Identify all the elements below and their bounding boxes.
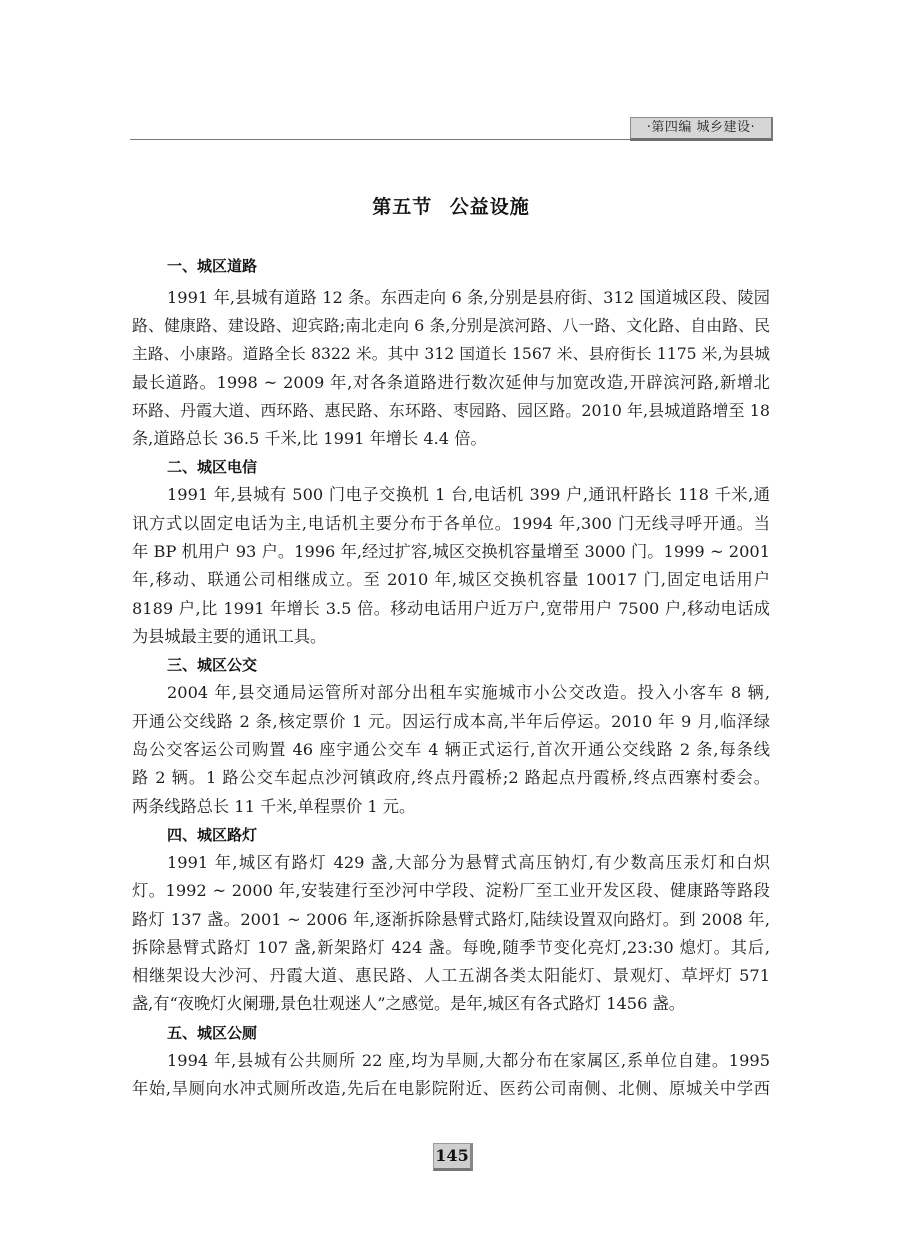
paragraph-line: 最长道路。1998 ~ 2009 年,对各条道路进行数次延伸与加宽改造,开辟滨河路,新增北 [132,373,770,392]
paragraph-line: 1991 年,县城有 500 门电子交换机 1 台,电话机 399 户,通讯杆路长 118 千米,通 [167,485,770,504]
paragraph-line: 路 2 辆。1 路公交车起点沙河镇政府,终点丹霞桥;2 路起点丹霞桥,终点西寨村委会。 [132,768,770,787]
section-heading: 一、城区道路 [167,257,258,275]
section-heading: 三、城区公交 [167,656,258,674]
section-heading: 五、城区公厕 [167,1024,258,1042]
paragraph-line: 拆除悬臂式路灯 107 盏,新架路灯 424 盏。每晚,随季节变化亮灯,23:30 熄灯。其后, [132,938,770,957]
paragraph-line: 相继架设大沙河、丹霞大道、惠民路、人工五湖各类太阳能灯、景观灯、草坪灯 571 [132,966,770,985]
paragraph-line: 环路、丹霞大道、西环路、惠民路、东环路、枣园路、园区路。2010 年,县城道路增至 18 [132,401,770,420]
paragraph-line: 开通公交线路 2 条,核定票价 1 元。因运行成本高,半年后停运。2010 年 9 月,临泽绿 [132,712,770,731]
paragraph-line: 1994 年,县城有公共厕所 22 座,均为旱厕,大都分布在家属区,系单位自建。1995 [167,1051,770,1070]
paragraph-line: 灯。1992 ~ 2000 年,安装建行至沙河中学段、淀粉厂至工业开发区段、健康路等路段 [132,881,770,900]
paragraph-line: 2004 年,县交通局运管所对部分出租车实施城市小公交改造。投入小客车 8 辆, [167,683,770,702]
section-title: 第五节 公益设施 [372,196,530,218]
paragraph-line: 岛公交客运公司购置 46 座宇通公交车 4 辆正式运行,首次开通公交线路 2 条,每条线 [132,740,770,759]
paragraph-line: 年 BP 机用户 93 户。1996 年,经过扩容,城区交换机容量增至 3000 门。1999 ~ 2001 [132,542,770,561]
section-heading: 四、城区路灯 [167,826,258,844]
paragraph-line: 路灯 137 盏。2001 ~ 2006 年,逐渐拆除悬臂式路灯,陆续设置双向路灯。到 2008 年, [132,910,770,929]
section-heading: 二、城区电信 [167,458,258,476]
header-rule [130,139,630,140]
paragraph-line: 主路、小康路。道路全长 8322 米。其中 312 国道长 1567 米、县府街长 1175 米,为县城 [132,345,770,363]
paragraph-line: 讯方式以固定电话为主,电话机主要分布于各单位。1994 年,300 门无线寻呼开通。当 [132,514,770,533]
page-number: 145 [433,1143,473,1171]
paragraph-line: 年始,旱厕向水冲式厕所改造,先后在电影院附近、医药公司南侧、北侧、原城关中学西 [132,1079,770,1098]
paragraph-line: 两条线路总长 11 千米,单程票价 1 元。 [132,797,416,816]
paragraph-line: 1991 年,县城有道路 12 条。东西走向 6 条,分别是县府街、312 国道城区段、陵园 [167,288,770,307]
paragraph-line: 8189 户,比 1991 年增长 3.5 倍。移动电话用户近万户,宽带用户 7500 户,移动电话成 [132,599,770,618]
paragraph-line: 1991 年,城区有路灯 429 盏,大部分为悬臂式高压钠灯,有少数高压汞灯和白炽 [167,853,770,872]
paragraph-line: 年,移动、联通公司相继成立。至 2010 年,城区交换机容量 10017 门,固定电话用户 [132,570,770,589]
paragraph-line: 为县城最主要的通讯工具。 [132,627,327,646]
paragraph-line: 条,道路总长 36.5 千米,比 1991 年增长 4.4 倍。 [132,429,487,448]
paragraph-line: 盏,有“夜晚灯火阑珊,景色壮观迷人”之感觉。是年,城区有各式路灯 1456 盏。 [132,994,685,1013]
paragraph-line: 路、健康路、建设路、迎宾路;南北走向 6 条,分别是滨河路、八一路、文化路、自由路、民 [132,316,770,335]
running-head: ·第四编 城乡建设· [630,117,773,141]
